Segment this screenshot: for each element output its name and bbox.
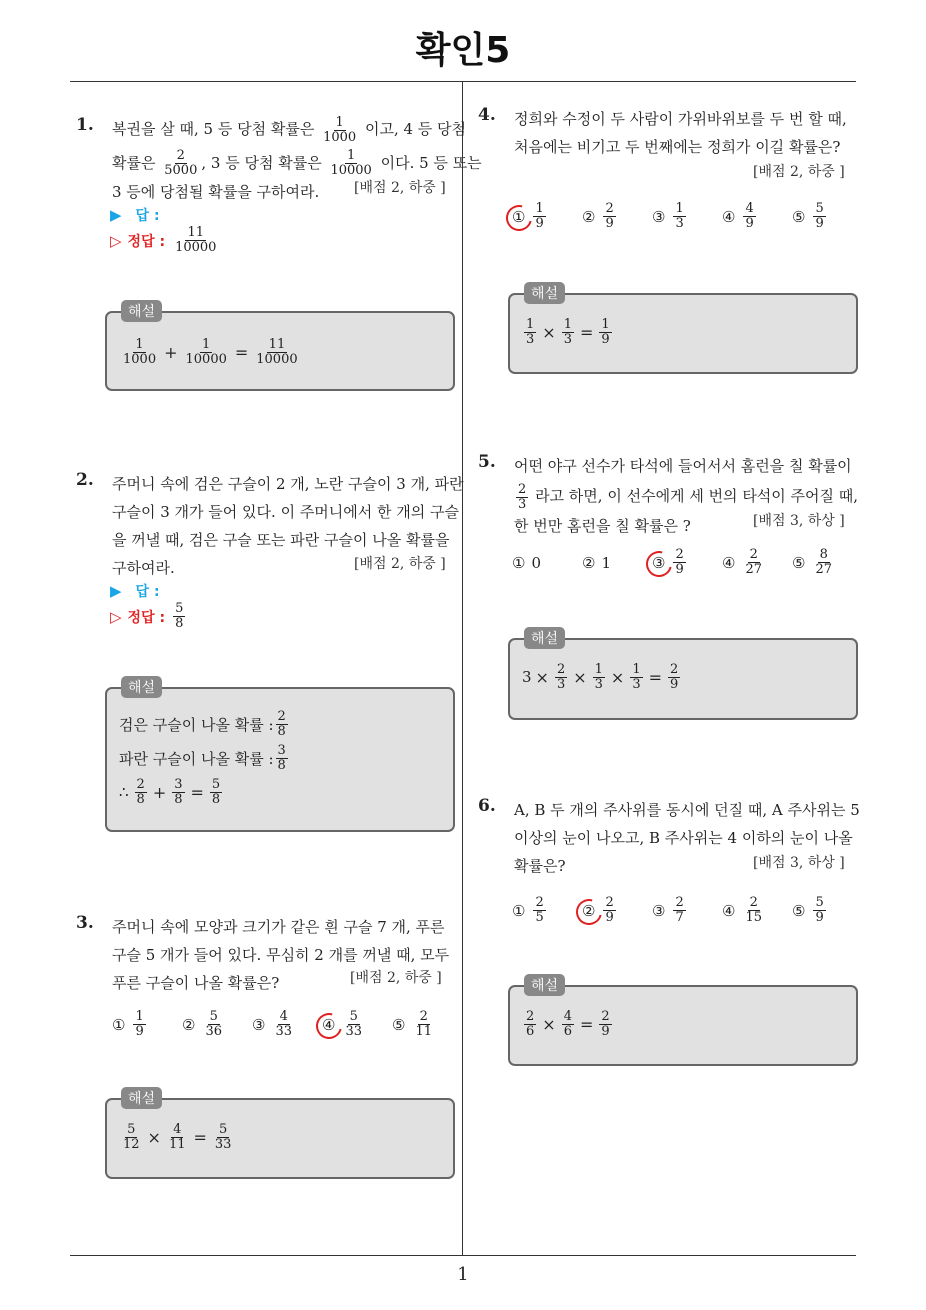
- denominator: 9: [601, 331, 610, 347]
- explanation-tag: 해설: [121, 300, 162, 322]
- question-number: 5.: [478, 452, 496, 472]
- equation-line: [119, 775, 290, 809]
- question-line: 푸른 구슬이 나올 확률은?: [112, 974, 280, 992]
- choice-fraction: [533, 896, 545, 925]
- choice-number: ⑤: [792, 901, 806, 920]
- fraction: [210, 778, 222, 807]
- fraction: [555, 663, 567, 692]
- equation-line: [522, 1007, 614, 1041]
- choice-value: 0: [531, 553, 541, 572]
- choice-number: ④: [722, 207, 736, 226]
- equation-line: [119, 335, 302, 369]
- explanation-tag: 해설: [524, 974, 565, 996]
- denominator: 9: [605, 216, 614, 231]
- numerator: 1: [202, 336, 211, 352]
- fraction: [121, 1123, 142, 1152]
- score-difficulty: [배점 3, 하상 ]: [753, 513, 845, 529]
- choice-number: ④: [722, 901, 736, 920]
- denominator: 9: [670, 676, 679, 692]
- denominator: 1000: [323, 129, 357, 145]
- numerator: 4: [279, 1009, 288, 1024]
- fraction: [524, 1010, 536, 1039]
- choice-number: ③: [652, 207, 666, 226]
- explanation-body: [522, 315, 614, 349]
- denominator: 8: [174, 791, 183, 807]
- denominator: 27: [815, 562, 832, 577]
- text-run: 확률은: [112, 153, 156, 172]
- question-line: [112, 149, 482, 179]
- numerator: 1: [601, 316, 610, 332]
- numerator: 1: [563, 316, 572, 332]
- operator: ×: [542, 322, 556, 342]
- operator: ×: [535, 667, 549, 687]
- explanation-body: [119, 335, 302, 369]
- equation-line: [119, 1120, 235, 1154]
- numerator: 2: [749, 895, 758, 910]
- choice-fraction: [673, 202, 685, 231]
- explanation-box: [105, 1091, 455, 1179]
- numerator: 4: [563, 1008, 572, 1024]
- choice-option[interactable]: [792, 896, 862, 925]
- numerator: 2: [556, 661, 566, 677]
- score-difficulty: [배점 3, 하상 ]: [753, 855, 845, 871]
- answer-fraction: [173, 602, 185, 631]
- choice-option[interactable]: [512, 548, 582, 577]
- fraction: [167, 1123, 188, 1152]
- denominator: 9: [135, 1024, 144, 1039]
- choice-option[interactable]: [722, 896, 792, 925]
- operator: ×: [610, 667, 625, 687]
- choice-fraction: [203, 1010, 224, 1039]
- numerator: 5: [211, 776, 221, 792]
- numerator: 5: [127, 1121, 136, 1137]
- question-line: 주머니 속에 검은 구슬이 2 개, 노란 구슬이 3 개, 파란: [112, 475, 464, 493]
- outline-triangle-icon: ▷: [110, 231, 122, 250]
- text-run: 이다. 5 등 또는: [380, 153, 482, 172]
- numerator: 2: [601, 1008, 610, 1024]
- fraction: [276, 710, 288, 739]
- denominator: 1000: [123, 351, 157, 367]
- denominator: 6: [526, 1023, 535, 1039]
- denominator: 10000: [175, 240, 217, 255]
- choice-number: ③: [252, 1015, 266, 1034]
- numerator: 5: [349, 1009, 358, 1024]
- choice-fraction: [673, 548, 685, 577]
- explanation-body: [522, 660, 682, 694]
- numerator: 2: [605, 895, 614, 910]
- explanation-tag: 해설: [524, 282, 565, 304]
- denominator: 5: [535, 910, 544, 925]
- denominator: 11: [168, 1136, 186, 1152]
- question-line: 처음에는 비기고 두 번째에는 정희가 이길 확률은?: [514, 138, 841, 156]
- explanation-box: [105, 680, 455, 832]
- numerator: 5: [209, 1009, 218, 1024]
- fraction: [213, 1123, 234, 1152]
- fraction: [135, 778, 147, 807]
- denominator: 12: [123, 1136, 140, 1152]
- denominator: 36: [205, 1024, 222, 1039]
- choice-option[interactable]: [112, 1010, 182, 1039]
- denominator: 10000: [330, 163, 372, 178]
- choice-number: ②: [582, 553, 596, 572]
- question-line: 이상의 눈이 나오고, B 주사위는 4 이하의 눈이 나올: [514, 829, 853, 847]
- question-number: 2.: [76, 470, 94, 490]
- answer-fraction: [173, 226, 218, 255]
- choice-option[interactable]: [722, 548, 792, 577]
- text-run: 라고 하면, 이 선수에게 세 번의 타석이 주어질 때,: [535, 487, 859, 505]
- operator: =: [579, 1014, 594, 1034]
- choice-fraction: [813, 548, 834, 577]
- numerator: 2: [419, 1009, 428, 1024]
- fraction: [321, 116, 358, 145]
- question-text: [514, 105, 847, 161]
- explanation-body: [119, 1120, 235, 1154]
- numerator: 2: [277, 708, 286, 724]
- choice-number: ③: [652, 553, 666, 572]
- page-title: 확인5: [415, 30, 511, 71]
- question-number: 3.: [76, 913, 94, 933]
- denominator: 3: [594, 676, 603, 692]
- denominator: 6: [563, 1023, 572, 1039]
- choice-number: ②: [182, 1015, 196, 1034]
- choice-number: ④: [722, 553, 736, 572]
- equation-line: [522, 660, 682, 694]
- choice-option[interactable]: [722, 202, 792, 231]
- choice-number: ②: [582, 207, 596, 226]
- denominator: 9: [535, 216, 544, 231]
- numerator: 1: [347, 148, 356, 163]
- column-divider: [462, 82, 463, 1256]
- numerator: 2: [176, 148, 185, 163]
- choice-option[interactable]: [512, 202, 582, 231]
- score-difficulty: [배점 2, 하중 ]: [753, 164, 845, 180]
- choice-fraction: [673, 896, 685, 925]
- therefore-symbol: ∴: [119, 783, 129, 801]
- numerator: 1: [594, 661, 603, 677]
- operator: ×: [573, 667, 587, 687]
- choice-fraction: [813, 896, 825, 925]
- numerator: 5: [815, 201, 824, 216]
- numerator: 4: [173, 1121, 182, 1137]
- fraction: [162, 149, 199, 178]
- fraction: [524, 318, 536, 347]
- explanation-tag: 해설: [121, 676, 162, 698]
- numerator: 11: [268, 336, 286, 352]
- answer-choices: [112, 1010, 462, 1039]
- operator: +: [152, 782, 167, 802]
- play-triangle-icon: ▶: [110, 582, 122, 600]
- answer-row: [110, 581, 160, 601]
- correct-answer-row: [110, 226, 220, 255]
- answer-choices: [512, 548, 862, 577]
- denominator: 10000: [185, 351, 227, 367]
- choice-number: ①: [112, 1015, 126, 1034]
- choice-option[interactable]: [652, 548, 722, 577]
- denominator: 7: [675, 910, 684, 925]
- explanation-body: [522, 1007, 614, 1041]
- question-line: 을 꺼낼 때, 검은 구슬 또는 파란 구슬이 나올 확률을: [112, 531, 450, 549]
- fraction: [121, 338, 158, 367]
- numerator: 1: [535, 201, 544, 216]
- fraction: [254, 338, 299, 367]
- choice-number: ⑤: [792, 553, 806, 572]
- numerator: 4: [745, 201, 754, 216]
- correct-label: 정답 :: [127, 609, 166, 626]
- question-line: A, B 두 개의 주사위를 동시에 던질 때, A 주사위는 5: [514, 801, 860, 819]
- choice-option[interactable]: [512, 896, 582, 925]
- question-line: 어떤 야구 선수가 타석에 들어서서 홈런을 칠 확률이: [514, 457, 852, 475]
- score-difficulty: [배점 2, 하중 ]: [354, 180, 446, 196]
- fraction: [593, 663, 605, 692]
- denominator: 8: [136, 791, 145, 807]
- top-rule: [70, 81, 856, 82]
- fraction: [562, 318, 574, 347]
- denominator: 3: [556, 676, 566, 692]
- explanation-box: [508, 978, 858, 1066]
- explanation-body: [119, 707, 290, 809]
- denominator: 9: [675, 562, 684, 577]
- numerator: 2: [749, 547, 758, 562]
- question-number: 6.: [478, 796, 496, 816]
- text-run: 검은 구슬이 나올 확률 :: [119, 715, 274, 734]
- choice-fraction: [603, 896, 615, 925]
- answer-choices: [512, 202, 862, 231]
- numerator: 3: [277, 742, 286, 758]
- equation-line: [119, 741, 290, 775]
- fraction: [328, 149, 373, 178]
- fraction: [516, 483, 528, 512]
- choice-option[interactable]: [652, 896, 722, 925]
- fraction: [599, 1010, 611, 1039]
- explanation-tag: 해설: [524, 627, 565, 649]
- choice-fraction: [813, 202, 825, 231]
- bottom-rule: [70, 1255, 856, 1256]
- operator: =: [190, 782, 204, 802]
- explanation-box: [508, 631, 858, 720]
- choice-number: ④: [322, 1015, 336, 1034]
- fraction: [172, 778, 184, 807]
- numerator: 1: [526, 316, 535, 332]
- choice-option[interactable]: [792, 202, 862, 231]
- fraction: [668, 663, 680, 692]
- denominator: 9: [601, 1023, 610, 1039]
- choice-number: ⑤: [392, 1015, 406, 1034]
- question-line: [112, 115, 482, 145]
- question-line: [514, 482, 858, 512]
- choice-fraction: [743, 896, 764, 925]
- numerator: 1: [335, 114, 344, 130]
- denominator: 8: [211, 791, 221, 807]
- denominator: 3: [526, 331, 535, 347]
- denominator: 3: [675, 216, 684, 231]
- numerator: 2: [675, 895, 684, 910]
- question-line: 확률은?: [514, 857, 566, 875]
- numerator: 2: [675, 547, 684, 562]
- denominator: 9: [605, 910, 614, 925]
- numerator: 2: [526, 1008, 535, 1024]
- question-number: 4.: [478, 105, 496, 125]
- explanation-tag: 해설: [121, 1087, 162, 1109]
- choice-fraction: [343, 1010, 364, 1039]
- choice-fraction: [273, 1010, 294, 1039]
- choice-fraction: [533, 202, 545, 231]
- numerator: 2: [535, 895, 544, 910]
- numerator: 1: [135, 336, 144, 352]
- equation-line: [119, 707, 290, 741]
- text-run: 파란 구슬이 나올 확률 :: [119, 749, 274, 768]
- choice-option[interactable]: [582, 896, 652, 925]
- numerator: 11: [187, 225, 205, 240]
- denominator: 27: [745, 562, 762, 577]
- denominator: 8: [277, 723, 286, 739]
- outline-triangle-icon: ▷: [110, 607, 122, 626]
- correct-label: 정답 :: [127, 233, 166, 250]
- operator: =: [234, 342, 249, 362]
- fraction: [599, 318, 611, 347]
- choice-number: ①: [512, 553, 526, 572]
- choice-option[interactable]: [252, 1010, 322, 1039]
- correct-answer-row: [110, 602, 187, 631]
- choice-fraction: [413, 1010, 434, 1039]
- numerator: 1: [632, 661, 641, 677]
- numerator: 8: [819, 547, 828, 562]
- question-line: 구하여라.: [112, 559, 175, 577]
- operator: =: [193, 1127, 207, 1147]
- answer-row: [110, 205, 160, 225]
- choice-option[interactable]: [322, 1010, 392, 1039]
- operator: =: [579, 322, 594, 342]
- fraction: [562, 1010, 574, 1039]
- question-line: 3 등에 당첨될 확률을 구하여라.: [112, 183, 320, 201]
- choice-fraction: [603, 202, 615, 231]
- choice-number: ①: [512, 901, 526, 920]
- choice-number: ⑤: [792, 207, 806, 226]
- selected-circle-mark: [501, 200, 537, 236]
- question-line: 한 번만 홈런을 칠 확률은 ?: [514, 516, 691, 535]
- answer-label: 답 :: [135, 584, 160, 600]
- page-number: 1: [457, 1264, 469, 1285]
- denominator: 9: [815, 216, 824, 231]
- fraction: [276, 744, 288, 773]
- choice-option[interactable]: [182, 1010, 252, 1039]
- numerator: 5: [175, 601, 184, 616]
- denominator: 11: [415, 1024, 432, 1039]
- operator: =: [648, 667, 663, 687]
- explanation-box: [105, 304, 455, 391]
- numerator: 1: [135, 1009, 144, 1024]
- denominator: 5000: [164, 163, 198, 178]
- denominator: 9: [815, 910, 824, 925]
- numerator: 2: [518, 481, 527, 497]
- choice-option[interactable]: [392, 1010, 462, 1039]
- operator: +: [164, 342, 178, 362]
- denominator: 3: [518, 496, 527, 512]
- question-number: 1.: [76, 115, 94, 135]
- choice-value: 1: [601, 553, 611, 572]
- coefficient: 3: [522, 668, 532, 686]
- answer-label: 답 :: [135, 208, 160, 224]
- denominator: 9: [745, 216, 754, 231]
- denominator: 3: [632, 676, 641, 692]
- denominator: 8: [175, 616, 184, 631]
- choice-fraction: [133, 1010, 145, 1039]
- question-line: 주머니 속에 모양과 크기가 같은 흰 구슬 7 개, 푸른: [112, 918, 445, 936]
- denominator: 8: [277, 757, 286, 773]
- fraction: [630, 663, 642, 692]
- score-difficulty: [배점 2, 하중 ]: [354, 556, 446, 572]
- explanation-box: [508, 286, 858, 374]
- text-run: , 3 등 당첨 확률은: [201, 153, 322, 172]
- question-line: 구슬 5 개가 들어 있다. 무심히 2 개를 꺼낼 때, 모두: [112, 946, 450, 964]
- question-line: 구슬이 3 개가 들어 있다. 이 주머니에서 한 개의 구슬: [112, 503, 460, 521]
- denominator: 33: [214, 1136, 232, 1152]
- text-run: 복권을 살 때, 5 등 당첨 확률은: [112, 120, 315, 138]
- text-run: 이고, 4 등 당첨: [364, 120, 467, 138]
- denominator: 15: [745, 910, 762, 925]
- denominator: 33: [275, 1024, 292, 1039]
- choice-fraction: [743, 548, 764, 577]
- numerator: 5: [219, 1121, 228, 1137]
- operator: ×: [542, 1014, 556, 1034]
- choice-option[interactable]: [792, 548, 862, 577]
- operator: ×: [147, 1127, 161, 1147]
- numerator: 2: [136, 776, 145, 792]
- choice-number: ②: [582, 901, 596, 920]
- equation-line: [522, 315, 614, 349]
- fraction: [184, 338, 229, 367]
- choice-number: ①: [512, 207, 526, 226]
- choice-number: ③: [652, 901, 666, 920]
- denominator: 3: [563, 331, 572, 347]
- numerator: 5: [815, 895, 824, 910]
- score-difficulty: [배점 2, 하중 ]: [350, 970, 442, 986]
- choice-option[interactable]: [582, 202, 652, 231]
- numerator: 1: [675, 201, 684, 216]
- denominator: 33: [345, 1024, 362, 1039]
- numerator: 2: [670, 661, 679, 677]
- numerator: 3: [174, 776, 183, 792]
- answer-choices: [512, 896, 862, 925]
- play-triangle-icon: ▶: [110, 206, 122, 224]
- numerator: 2: [605, 201, 614, 216]
- choice-option[interactable]: [582, 548, 652, 577]
- denominator: 10000: [256, 351, 298, 367]
- question-line: 정희와 수정이 두 사람이 가위바위보를 두 번 할 때,: [514, 110, 847, 128]
- choice-fraction: [743, 202, 755, 231]
- choice-option[interactable]: [652, 202, 722, 231]
